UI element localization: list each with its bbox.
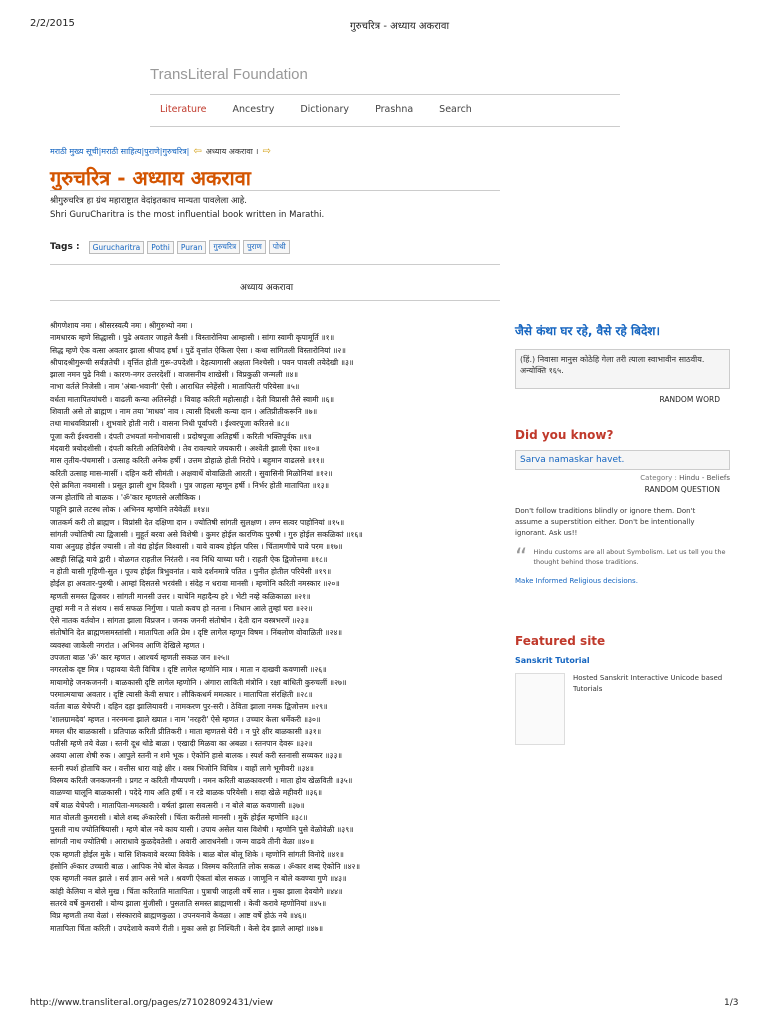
quote-text: Hindu customs are all about Symbolism. Let us tell you the thought behind those traditions.	[533, 548, 726, 566]
breadcrumb-current: अध्याय अकरावा ।	[205, 147, 259, 156]
print-title: गुरुचरित्र - अध्याय अकरावा	[350, 21, 450, 32]
verse-line: मायामोहे जनकजननी । बाळकासी दृष्टि लागेल म्हणोनि । अंगारा लाविती मंत्रोनि । रक्षा बांधिती कुरुचलीं ॥२७॥	[50, 677, 347, 687]
verse-line: एक म्हणती होईल मुके । यासि शिकवावे बरव्या विवेके । बाळ बोल बोलू शिके । म्हणोनि सांगती विनोदे ॥४१॥	[50, 849, 344, 859]
verse-line: म्हणती समस्त द्विजवर । सांगती मानसी उत्तर । याचेनि महादैन्य हरे । भेटी नव्हे कळिकाळा ॥२१॥	[50, 591, 311, 601]
verse-line: हंसोनि ॐकार उच्चारी बाळ । आपिक नेघे बोल केवळ । विस्मय करिताति लोक सकळ । ॐकार शब्द ऐकोनि ॥४२॥	[50, 862, 361, 872]
verse-line: स्तनी स्पर्श होताचि कर । वत्तीस धारा वाहे क्षीर । वस्त्र भिजोनि विचित्र । वाहों लागे भूमीवरी ॥३४॥	[50, 763, 314, 773]
tag-item[interactable]: Gurucharitra	[89, 241, 145, 254]
nav-literature[interactable]: Literature	[160, 104, 207, 115]
verse-line: मास तृतीय-पंचमासी । उत्साह करिती अनेक हर्षी । उत्तम डोहाळे होती निरोपे । बहुमान वाढलसे ॥११॥	[50, 456, 325, 466]
featured-box	[515, 634, 730, 745]
verse-line: विस्मय करिती जनकजननी । प्रगट न करिती गौप्यपणी । नमन करिती बाळकावरणी । माता होय खेळविती ॥३५॥	[50, 775, 353, 785]
verse-line: परमात्मयाचा अवतार । दृष्टि त्यासी केवी सचार । लौकिकधर्म ममत्कार । मातापिता संरक्षिती ॥२८॥	[50, 689, 313, 699]
breadcrumb-path[interactable]: मराठी मुख्य सूची|मराठी साहित्य|पुराणे|गुरुचरित्र|	[50, 147, 190, 156]
tags	[50, 240, 290, 254]
verse-line: होईल हा अवतार-पुरुषी । आम्हां दिसतसे भरवंसी । संदेह न धरावा मानसी । म्हणोनि करिती नमस्कार ॥२०॥	[50, 579, 340, 589]
verse-line: न होती यासी गृहिणी-सुत । पूज्य होईल त्रिभुवनांत । यावे दर्शनमात्रे पतित । पुनीत होतील परियेसी ॥१९॥	[50, 566, 332, 576]
informed-link[interactable]: Make Informed Religious decisions.	[515, 577, 638, 585]
dyk-category-value[interactable]: Hindu - Beliefs	[679, 474, 730, 482]
verse-line: तथा माधवविप्रासी । शुभवारे होती नारी । वासना निधी पूर्वापरी । ईश्वरपूजा करितसे ॥८॥	[50, 419, 290, 429]
verse-line: पुसती नाथ ज्योतिषियासी । म्हणे बोल नये काय यासी । उपाय असेल यास विशेषी । म्हणोनि पुसे वेळोवेळी ॥३९॥	[50, 825, 354, 835]
divider	[150, 94, 620, 95]
verse-line: संतोषोनि देत ब्राह्मणसमस्तांसी । मातापिता अति प्रेम । दृष्टि लागेल म्हणून विषम । निंबलोण वोवाळिती ॥२४॥	[50, 628, 343, 638]
verse-line: नगरलोक दृष्ट मित्र । पहावया येती विचित्र । दृष्टि लागेल म्हणोनि मात्र । माता न दाखवी कवणासी ॥२६॥	[50, 665, 327, 675]
tag-item[interactable]: गुरुचरित्र	[209, 240, 240, 254]
did-you-know-box	[515, 428, 730, 585]
verse-line: ऐसे नातक वर्तवोन । सांगता झाला विप्रजन । जनक जननी संतोषोन । देती दान वस्त्रभरणें ॥२३॥	[50, 616, 309, 626]
quote-icon: “	[515, 543, 528, 571]
verse-line: विप्र म्हणती तया वेळां । संस्कारावे ब्राह्मणकुळा । उपनयनावे केवळा । आष्ट वर्षे होऊं नये ॥४६॥	[50, 911, 307, 921]
random-word-button[interactable]: RANDOM WORD	[659, 395, 720, 404]
verse-text	[50, 320, 500, 935]
site-title[interactable]: TransLiteral Foundation	[150, 66, 308, 83]
proverb[interactable]: जैसे कंथा घर रहे, वैसे रहे बिदेश।	[515, 324, 661, 338]
prev-arrow-icon[interactable]: ⇦	[193, 146, 202, 157]
page-number: 1/3	[724, 998, 739, 1008]
verse-line: श्रीगणेशाय नमः । श्रीसरस्वत्यै नमः । श्रीगुरुभ्यो नमः ।	[50, 321, 193, 330]
divider	[50, 300, 500, 301]
verse-line: सांगती ज्योतिषी त्या द्विजासी । मुहूर्त बरवा असे विशेषी । कुमर होईल कारणिक पुरुषी । गुरु होईल सकळिकां ॥१६॥	[50, 530, 363, 540]
featured-thumbnail[interactable]	[515, 673, 565, 745]
verse-line: नामधारक म्हणे सिद्धासी । पुढे अवतार जाहले कैसी । विस्तारोनिया आम्हासी । सांगा स्वामी कृपामूर्ति ॥१॥	[50, 333, 335, 343]
verse-line: व्यवस्था जाकेली नगरांत । अभिनव आणि देखिले म्हणत ।	[50, 640, 205, 650]
nav-prashna[interactable]: Prashna	[375, 104, 414, 115]
verse-line: वर्धता मातापितयांघरी । वाढली कन्या अतिस्नेही । विवाह करिती महोत्साही । देती विप्रासी तैसे स्वामी ॥६॥	[50, 394, 335, 404]
nav-ancestry[interactable]: Ancestry	[232, 104, 275, 115]
breadcrumb	[50, 146, 271, 157]
did-you-know-heading: Did you know?	[515, 428, 614, 442]
verse-line: अवया आला शेषी रुक । आपुले स्तनी न शमे भूक । ऐकोनि हासे बालक । स्पर्श करी स्तनासी सव्यकर ॥३३॥	[50, 751, 342, 761]
dyk-answer: Don't follow traditions blindly or ignore them. Don't assume a superstition either. Don't be intentionally ignorant. Ask us!!	[515, 507, 696, 537]
verse-line: सिद्ध म्हणे ऐक वत्सा अवतार झाला श्रीपाद हर्षा । पुढें वृत्तांत ऐकिला ऐसा । कथा सांगितली विस्तारोनियां ॥२॥	[50, 345, 346, 355]
footer-url: http://www.transliteral.org/pages/z71028092431/view	[30, 998, 273, 1008]
verse-line: यावा अनुग्रह होईल ज्यासी । तो वंद्य होईल विश्वासी । यावे वाक्य होईल परिस । चिंतामणीचे पावे परम ॥१७॥	[50, 542, 343, 552]
nav-dictionary[interactable]: Dictionary	[300, 104, 350, 115]
featured-heading: Featured site	[515, 634, 606, 648]
verse-line: मात वोलती कुमरासी । बोले शब्द ॐकारेसी । चिंता करीतसे मानसी । मुकें होईल म्हणोनि ॥३८॥	[50, 812, 308, 822]
verse-line: नाभा वर्तले निजेसी । नाम 'अंबा-भवानी' ऐसी । आराधित स्नेहेंसी । मातापितरी परियेसा ॥५॥	[50, 382, 300, 392]
verse-line: वर्षे बाळ येचेपरी । मातापिता-ममत्कारी । वर्षतां झाला सवत्सरी । न बोले बाळ कवणासी ॥३७॥	[50, 800, 305, 810]
verse-line: शिवाती असे तो ब्राह्मण । नाम तया 'माधव' नाव । त्यासी दिधली कन्या दान । अतिप्रीतीकरूनि ॥७॥	[50, 407, 318, 417]
verse-line: ऐसे क्रमिता नवमासी । प्रसूत झाली शुभ दिवशी । पुत्र जाहला म्हणून हर्षी । निर्भर होती मातापिता ॥१३॥	[50, 480, 330, 490]
verse-line: ममल धीर बाळकासी । प्रतिपाळ करिती प्रीतिकरी । माता म्हणतसे येरी । न पुरे क्षीर बाळकासी ॥३१॥	[50, 726, 322, 736]
verse-line: झाला नमन पुढे निवी । कारण-नगर उत्तरदेशीं । वाजसनीय शाखेसी । विप्रकुळी जन्मली ॥४॥	[50, 370, 298, 380]
print-date: 2/2/2015	[30, 18, 75, 29]
verse-line: मातापिता चिंता करिती । उपदेशावे कवणे रीती । मुका असे हा निश्चिती । केसे देव झाले आम्हां ॥४७॥	[50, 923, 323, 933]
tag-item[interactable]: Pothi	[147, 241, 174, 254]
intro-marathi: श्रीगुरुचरित्र हा ग्रंथ महाराष्ट्रात वेदांइतकाच मान्यता पावलेला आहे.	[50, 196, 247, 206]
sidebar	[515, 322, 730, 404]
next-arrow-icon[interactable]: ⇨	[262, 146, 271, 157]
verse-line: पाहूनि झाले तटस्थ लोक । अभिनव म्हणोनि तयेवेळीं ॥१४॥	[50, 505, 210, 515]
intro-english: Shri GuruCharitra is the most influential book written in Marathi.	[50, 210, 325, 220]
verse-line: वर्तता बाळ येचेपरी । दहिन दहा झालियावरी । नामकरण पुर-सरी । ठेविता झाला नमक द्विजोत्तम ॥२९॥	[50, 702, 328, 712]
verse-line: जातकर्म करी तो ब्राह्मण । विप्रांसी देत दक्षिणा दान । ज्योतिषी सांगती सुलक्षण । लग्न सत्वर पाहोनियां ॥१५॥	[50, 517, 345, 527]
verse-line: करिती उत्साह मास-मासीं । दहिन करी सीमंती । अक्षवार्थे वोवाळिती आरती । सुवासिनी मिळोनियां ॥१२॥	[50, 468, 333, 478]
divider	[150, 126, 620, 127]
proverb-meaning: (हिं.) निवासा मानुस कोठेहि गेला तरी त्याला स्वाभावीन साठवीय. अन्योक्ति १६५.	[515, 349, 730, 389]
tag-item[interactable]: पुराण	[243, 240, 266, 254]
verse-line: पूजा करी ईश्वरासी । दंपती उभयतां मनोभावासी । प्रदोषपूजा अतिहर्षी । करिती भक्तिपूर्वक ॥९॥	[50, 431, 312, 441]
section-heading: अध्याय अकरावा	[240, 283, 294, 293]
tag-item[interactable]: Puran	[177, 241, 207, 254]
tags-label: Tags :	[50, 242, 80, 252]
tag-item[interactable]: पोथी	[269, 240, 290, 254]
verse-line: श्रीपादश्रीगुरूची सर्वज्ञतेची । वृत्तिंत होती गुरू-उपदेशी । देहत्यागासी अक्षता निश्चेसी । पवन पावली तयेदेखी ॥३॥	[50, 357, 354, 367]
featured-link[interactable]: Sanskrit Tutorial	[515, 656, 590, 665]
featured-desc: Hosted Sanskrit Interactive Unicode based Tutorials	[573, 674, 723, 693]
divider	[50, 264, 500, 265]
verse-line: वाळण्या घालूनि बाळकासी । पदेदे गाय अति हर्षी । न रडे बाळक परियेसी । सदा खेळे महीवरी ॥३६॥	[50, 788, 322, 798]
divider	[50, 190, 500, 191]
nav-search[interactable]: Search	[439, 104, 472, 115]
verse-line: कांही केलिया न बोले मुख । चिंता करिताति मातापिता । पुत्राची जाहली वर्षे सात । मुका झाला देवयोगे ॥४४॥	[50, 886, 343, 896]
verse-line: मंदवारी त्रयोदशीसी । दंपती करिती अतिविशेषी । तेव रावल्यारे जयकारी । अश्वेती झाली ऐका ॥१०॥	[50, 443, 320, 453]
verse-line: अष्टही सिद्धि यावे द्वारी । वोळगत राहतील निरंतरी । नव निधि याच्या घरी । राहती ऐक द्विजोत्तमा ॥१८॥	[50, 554, 328, 564]
verse-line: उपजता बाळ 'ॐ' कार म्हणत । आश्चर्य म्हणती सकळ जन ॥२५॥	[50, 653, 230, 663]
random-question-button[interactable]: RANDOM QUESTION	[644, 485, 720, 494]
page-title: गुरुचरित्र - अध्याय अकरावा	[50, 166, 251, 190]
dyk-category	[515, 474, 730, 482]
verse-line: सांगती नाथ ज्योतिषी । आराधावे कुळदेवतेसी । अवारी आराधनेसी । जन्म वाढवे तीनी वेळा ॥४०॥	[50, 837, 315, 847]
dyk-category-label: Category :	[640, 474, 677, 482]
verse-line: एक म्हणती नवल झाले । सर्व ज्ञान असे भले । श्रवणी ऐकतां बोल सकळ । जाणूनि न बोले कवण्या गुणे ॥४३॥	[50, 874, 347, 884]
verse-line: तुम्हां मनी न ते संशय । सर्व सफळ निर्गुणा । पातो कवच हो नतना । निधान आले तुम्हां घरा ॥२२॥	[50, 603, 313, 613]
verse-line: 'शालग्रामदेव' म्हणत । नरनमना झाले ख्यात । नाम 'नरहरी' ऐसे म्हणत । उच्चार केला धर्मेकरी ॥३०॥	[50, 714, 321, 724]
intro	[50, 194, 510, 222]
verse-line: जन्म होतांचि तो बाळक । 'ॐ'कार म्हणतसे अलौकिक ।	[50, 493, 201, 503]
main-nav	[160, 104, 472, 115]
verse-line: सतरवे वर्षे कुमरासी । योग्य झाला मुंजीसी । पुसताति समस्त ब्राह्मणासी । केवी करावे म्हणोनियां ॥४५॥	[50, 898, 327, 908]
dyk-question[interactable]: Sarva namaskar havet.	[515, 450, 730, 470]
verse-line: पतीसी म्हणे तये वेळा । स्तनी दूध थोडे बाळा । एखादी मिळवा का अबळा । स्तनपान देवरू ॥३२॥	[50, 739, 313, 749]
